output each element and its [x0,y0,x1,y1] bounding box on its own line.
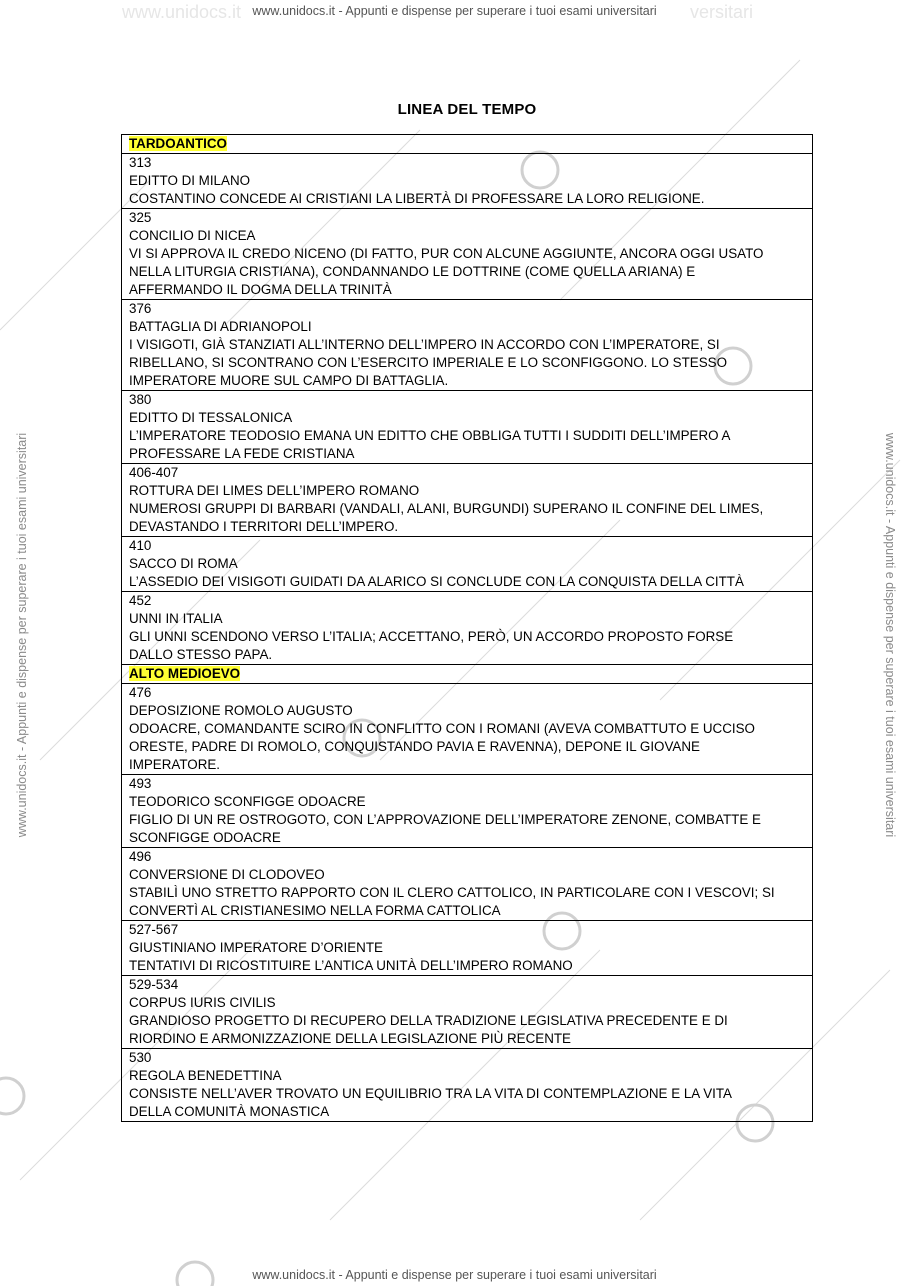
timeline-event-row [122,464,813,537]
event-name: CONVERSIONE DI CLODOVEO [129,867,325,882]
ghost-watermark-top: www.unidocs.it [122,2,242,22]
timeline-event-cell [122,592,813,665]
event-name: DEPOSIZIONE ROMOLO AUGUSTO [129,703,353,718]
event-description-line: COSTANTINO CONCEDE AI CRISTIANI LA LIBERTÀ DI PROFESSARE LA LORO RELIGIONE. [129,191,705,206]
timeline-event-row [122,209,813,300]
event-name: EDITTO DI TESSALONICA [129,410,293,425]
event-description-line: RIBELLANO, SI SCONTRANO CON L’ESERCITO IMPERIALE E LO SCONFIGGONO. LO STESSO [129,355,728,370]
event-year: 410 [129,538,152,553]
timeline-event-cell [122,154,813,209]
right-side-banner[interactable]: www.unidocs.it - Appunti e dispense per superare i tuoi esami universitari [883,432,897,838]
event-year: 496 [129,849,152,864]
section-heading: TARDOANTICO [129,136,227,151]
bottom-banner[interactable]: www.unidocs.it - Appunti e dispense per superare i tuoi esami universitari [252,1268,657,1282]
timeline-event-cell [122,537,813,592]
event-description-line: NUMEROSI GRUPPI DI BARBARI (VANDALI, ALANI, BURGUNDI) SUPERANO IL CONFINE DEL LIMES, [129,501,764,516]
event-name: SACCO DI ROMA [129,556,238,571]
event-name: CONCILIO DI NICEA [129,228,256,243]
ghost-watermark-top-right: versitari [690,2,754,22]
event-description-line: AFFERMANDO IL DOGMA DELLA TRINITÀ [129,282,392,297]
event-description-line: CONSISTE NELL’AVER TROVATO UN EQUILIBRIO TRA LA VITA DI CONTEMPLAZIONE E LA VITA [129,1086,732,1101]
timeline-event-row [122,592,813,665]
event-year: 406-407 [129,465,179,480]
timeline-event-cell [122,391,813,464]
event-description-line: L’IMPERATORE TEODOSIO EMANA UN EDITTO CHE OBBLIGA TUTTI I SUDDITI DELL’IMPERO A [129,428,731,443]
timeline-table [121,134,813,1122]
event-description-line: VI SI APPROVA IL CREDO NICENO (DI FATTO, PUR CON ALCUNE AGGIUNTE, ANCORA OGGI USATO [129,246,764,261]
event-name: UNNI IN ITALIA [129,611,223,626]
event-description-line: TENTATIVI DI RICOSTITUIRE L’ANTICA UNITÀ DELL’IMPERO ROMANO [129,958,573,973]
event-year: 452 [129,593,152,608]
event-name: TEODORICO SCONFIGGE ODOACRE [129,794,366,809]
timeline-event-row [122,976,813,1049]
event-description-line: L’ASSEDIO DEI VISIGOTI GUIDATI DA ALARICO SI CONCLUDE CON LA CONQUISTA DELLA CITTÀ [129,574,744,589]
timeline-event-row [122,1049,813,1122]
event-description-line: GLI UNNI SCENDONO VERSO L’ITALIA; ACCETTANO, PERÒ, UN ACCORDO PROPOSTO FORSE [129,629,734,644]
event-year: 476 [129,685,152,700]
event-name: GIUSTINIANO IMPERATORE D’ORIENTE [129,940,383,955]
timeline-event-row [122,154,813,209]
event-description-line: PROFESSARE LA FEDE CRISTIANA [129,446,355,461]
timeline-event-cell [122,464,813,537]
left-side-banner[interactable]: www.unidocs.it - Appunti e dispense per superare i tuoi esami universitari [15,432,29,838]
event-description-line: CONVERTÌ AL CRISTIANESIMO NELLA FORMA CATTOLICA [129,903,501,918]
section-header-cell [122,135,813,154]
event-name: REGOLA BENEDETTINA [129,1068,282,1083]
event-year: 376 [129,301,152,316]
event-description-line: ORESTE, PADRE DI ROMOLO, CONQUISTANDO PAVIA E RAVENNA), DEPONE IL GIOVANE [129,739,700,754]
event-description-line: STABILÌ UNO STRETTO RAPPORTO CON IL CLERO CATTOLICO, IN PARTICOLARE CON I VESCOVI; SI [129,885,775,900]
event-year: 529-534 [129,977,179,992]
event-name: EDITTO DI MILANO [129,173,251,188]
event-name: CORPUS IURIS CIVILIS [129,995,276,1010]
section-header-row [122,135,813,154]
top-banner[interactable]: www.unidocs.it - Appunti e dispense per superare i tuoi esami universitari [252,4,657,18]
event-description-line: DEVASTANDO I TERRITORI DELL’IMPERO. [129,519,399,534]
event-description-line: DALLO STESSO PAPA. [129,647,273,662]
event-description-line: IMPERATORE. [129,757,221,772]
event-year: 325 [129,210,152,225]
timeline-event-cell [122,209,813,300]
timeline-event-row [122,391,813,464]
event-description-line: I VISIGOTI, GIÀ STANZIATI ALL’INTERNO DELL’IMPERO IN ACCORDO CON L’IMPERATORE, SI [129,337,720,352]
timeline-event-row [122,300,813,391]
timeline-event-cell [122,775,813,848]
section-header-cell [122,665,813,684]
event-year: 313 [129,155,152,170]
timeline-event-cell [122,684,813,775]
event-description-line: IMPERATORE MUORE SUL CAMPO DI BATTAGLIA. [129,373,449,388]
event-description-line: NELLA LITURGIA CRISTIANA), CONDANNANDO LE DOTTRINE (COME QUELLA ARIANA) E [129,264,696,279]
timeline-event-cell [122,300,813,391]
event-description-line: FIGLIO DI UN RE OSTROGOTO, CON L’APPROVAZIONE DELL’IMPERATORE ZENONE, COMBATTE E [129,812,761,827]
timeline-event-row [122,921,813,976]
event-year: 530 [129,1050,152,1065]
event-description-line: RIORDINO E ARMONIZZAZIONE DELLA LEGISLAZIONE PIÙ RECENTE [129,1031,571,1046]
section-heading: ALTO MEDIOEVO [129,666,241,681]
section-header-row [122,665,813,684]
timeline-event-cell [122,921,813,976]
event-name: BATTAGLIA DI ADRIANOPOLI [129,319,312,334]
timeline-event-cell [122,1049,813,1122]
timeline-event-row [122,848,813,921]
event-description-line: ODOACRE, COMANDANTE SCIRO IN CONFLITTO CON I ROMANI (AVEVA COMBATTUTO E UCCISO [129,721,755,736]
page-title: LINEA DEL TEMPO [397,101,537,118]
timeline-event-cell [122,976,813,1049]
timeline-event-cell [122,848,813,921]
timeline-event-row [122,775,813,848]
event-year: 527-567 [129,922,179,937]
timeline-event-row [122,684,813,775]
timeline-event-row [122,537,813,592]
event-description-line: SCONFIGGE ODOACRE [129,830,281,845]
event-description-line: GRANDIOSO PROGETTO DI RECUPERO DELLA TRADIZIONE LEGISLATIVA PRECEDENTE E DI [129,1013,728,1028]
event-year: 380 [129,392,152,407]
event-description-line: DELLA COMUNITÀ MONASTICA [129,1104,330,1119]
event-name: ROTTURA DEI LIMES DELL’IMPERO ROMANO [129,483,420,498]
event-year: 493 [129,776,152,791]
